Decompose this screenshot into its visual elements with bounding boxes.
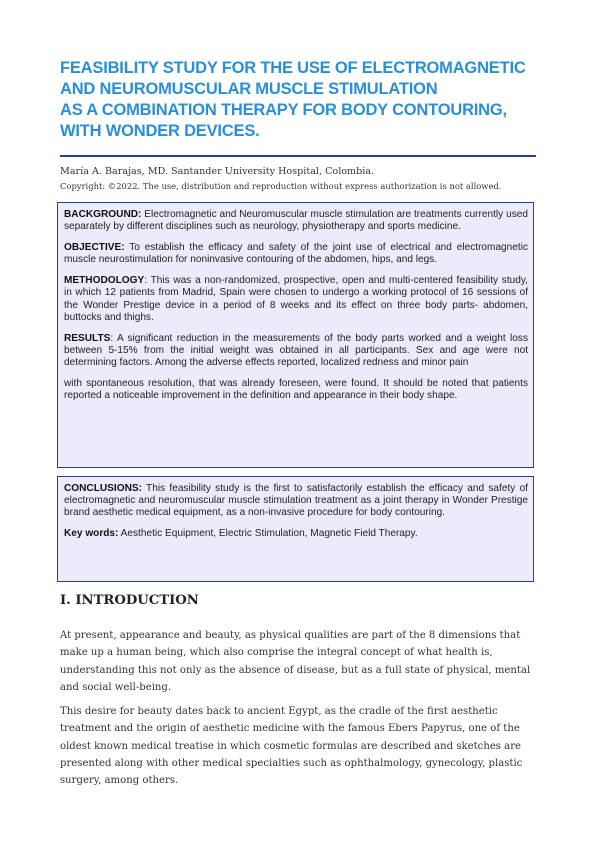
objective-text: To establish the efficacy and safety of the joint use of electrical and electromagnetic muscle neurostimulation for noninvasive contouring of the abdomen, hips, and legs. [64,242,528,266]
methodology-paragraph [64,275,528,323]
methodology-text: : This was a non-randomized, prospective, open and multi-centered feasibility study, in which 12 patients from Madrid, Spain were chosen to undergo a working protocol of 16 sessions of the Wonder Prestige device in a period of 8 weeks and its effect on three body parts- abdomen, buttocks and thighs. [64,275,528,323]
keywords-label: Key words: [64,528,119,540]
title-line: FEASIBILITY STUDY FOR THE USE OF ELECTROMAGNETIC [60,59,526,77]
background-paragraph [64,209,528,233]
conclusions-box [57,476,534,582]
background-text: Electromagnetic and Neuromuscular muscle stimulation are treatments currently used separately by different disciplines such as neurology, physiotherapy and sports medicine. [64,209,528,233]
introduction-heading: I. INTRODUCTION [60,593,199,608]
methodology-label: METHODOLOGY [64,275,145,287]
results-continuation: with spontaneous resolution, that was already foreseen, were found. It should be noted that patients reported a noticeable improvement in the definition and appearance in their body shape. [64,378,528,402]
conclusions-paragraph [64,483,528,519]
copyright-line: Copyright: ©2022. The use, distribution and reproduction without express authorization is not allowed. [60,181,502,191]
conclusions-text: This feasibility study is the first to satisfactorily establish the efficacy and safety of electromagnetic and neuromuscular muscle stimulation treatment as a joint therapy in Wonder Prestige brand aesthetic medical equipment, as a non-invasive procedure for body contouring. [64,483,528,519]
keywords-text: Aesthetic Equipment, Electric Stimulation, Magnetic Field Therapy. [118,528,418,540]
background-label: BACKGROUND: [64,209,142,220]
results-text: : A significant reduction in the measurements of the body parts worked and a weight loss between 5-15% from the initial weight was obtained in all participants. Sex and age were not determining factors. Among the adverse effects reported, localized redness and minor pain [64,332,528,368]
results-paragraph [64,333,528,369]
abstract-box [57,202,534,468]
title-line: WITH WONDER DEVICES. [60,122,260,140]
title-divider [60,155,536,157]
conclusions-label: CONCLUSIONS: [64,483,142,494]
paper-title [60,58,540,142]
title-line: AS A COMBINATION THERAPY FOR BODY CONTOURING, [60,101,507,119]
keywords-paragraph [64,528,528,540]
objective-paragraph [64,242,528,266]
intro-paragraph: At present, appearance and beauty, as physical qualities are part of the 8 dimensions that make up a human being, which also comprise the integral concept of what health is, understanding this not only as the absence of disease, but as a full state of physical, mental and social well-being. [60,630,531,693]
intro-paragraph: This desire for beauty dates back to ancient Egypt, as the cradle of the first aesthetic treatment and the origin of aesthetic medicine with the famous Ebers Papyrus, one of the oldest known medical treatise in which cosmetic formulas are described and sketches are presented along with other medical specialties such as ophthalmology, gynecology, plastic surgery, among others. [60,706,523,787]
objective-label: OBJECTIVE: [64,242,125,254]
results-label: RESULTS [64,332,111,344]
title-line: AND NEUROMUSCULAR MUSCLE STIMULATION [60,80,438,98]
author-line: María A. Barajas, MD. Santander University Hospital, Colombia. [60,166,375,177]
